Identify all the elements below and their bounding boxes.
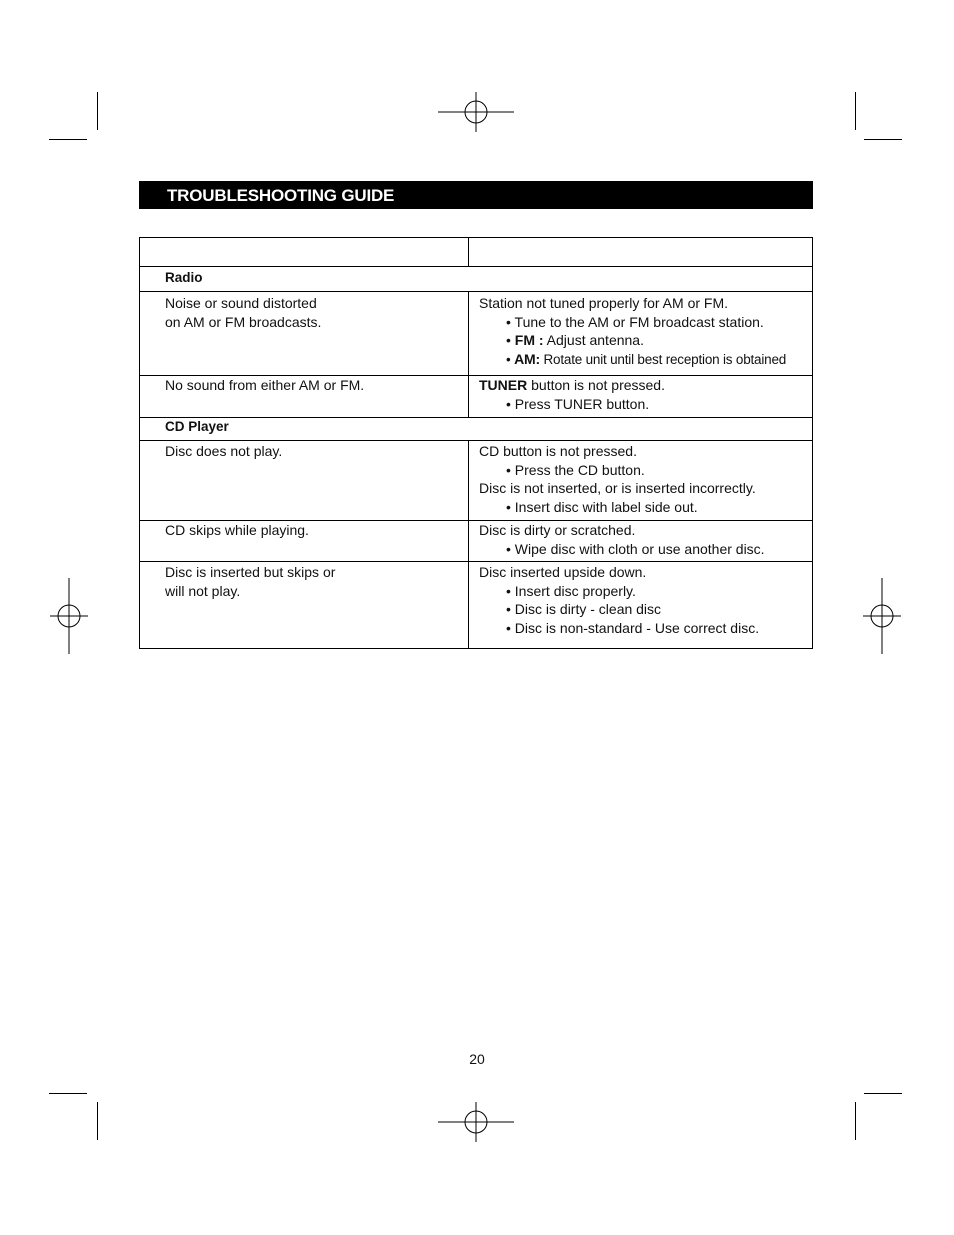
- problem-text: Disc is inserted but skips or: [165, 564, 336, 580]
- page-number: 20: [469, 1051, 485, 1067]
- problem-cell: [165, 521, 309, 540]
- problem-text: will not play.: [165, 582, 241, 599]
- remedy-bullet: • FM : Adjust antenna.: [506, 332, 644, 349]
- problem-cell: [165, 376, 364, 395]
- remedy-cell: [479, 521, 765, 558]
- registration-target-icon: [863, 578, 901, 654]
- fm-remedy: Adjust antenna.: [543, 332, 644, 349]
- am-remedy: Rotate unit until best reception is obtained: [539, 351, 787, 367]
- column-divider: [468, 238, 469, 266]
- problem-text: Disc does not play.: [165, 443, 283, 459]
- remedy-bullet: • Wipe disc with cloth or use another disc.: [506, 540, 765, 557]
- remedy-bullet: • Insert disc properly.: [506, 582, 636, 599]
- am-label: AM:: [514, 350, 540, 367]
- problem-cell: [165, 563, 335, 600]
- cause-rest: button is not pressed.: [527, 377, 665, 393]
- remedy-bullet: • Disc is non-standard - Use correct disc.: [506, 619, 760, 636]
- cause-text: CD button is not pressed.: [479, 443, 637, 459]
- problem-cell: [165, 442, 282, 461]
- column-divider: [468, 292, 469, 417]
- remedy-bullet: • Insert disc with label side out.: [506, 498, 698, 515]
- cause-text: Station not tuned properly for AM or FM.: [479, 295, 729, 311]
- remedy-bullet: • AM: Rotate unit until best reception is obtained: [506, 350, 787, 367]
- tuner-label: TUNER: [479, 377, 528, 393]
- cause-text: Disc is dirty or scratched.: [479, 522, 636, 538]
- fm-label: FM :: [514, 332, 544, 349]
- cause-text: Disc inserted upside down.: [479, 564, 647, 580]
- problem-text: on AM or FM broadcasts.: [165, 313, 322, 330]
- remedy-cell: [479, 563, 759, 637]
- cause-text: [479, 376, 665, 395]
- remedy-bullet: • Press the CD button.: [506, 461, 645, 478]
- problem-text: Noise or sound distorted: [165, 295, 317, 311]
- registration-target-icon: [438, 92, 514, 132]
- troubleshooting-table: [139, 237, 813, 649]
- section-heading-cd-player: CD Player: [165, 419, 229, 434]
- cause-text: Disc is not inserted, or is inserted incorrectly.: [479, 480, 756, 497]
- problem-cell: [165, 294, 321, 331]
- remedy-cell: [479, 376, 665, 413]
- remedy-bullet: • Press TUNER button.: [506, 395, 650, 412]
- problem-text: No sound from either AM or FM.: [165, 377, 365, 393]
- remedy-cell: [479, 294, 786, 369]
- remedy-bullet: • Disc is dirty - clean disc: [506, 601, 662, 618]
- registration-target-icon: [50, 578, 88, 654]
- problem-text: CD skips while playing.: [165, 522, 309, 538]
- registration-target-icon: [438, 1102, 514, 1142]
- section-heading-radio: Radio: [165, 270, 203, 285]
- column-divider: [468, 440, 469, 649]
- page-title: TROUBLESHOOTING GUIDE: [139, 181, 813, 209]
- remedy-cell: [479, 442, 756, 516]
- remedy-bullet: • Tune to the AM or FM broadcast station.: [506, 313, 764, 330]
